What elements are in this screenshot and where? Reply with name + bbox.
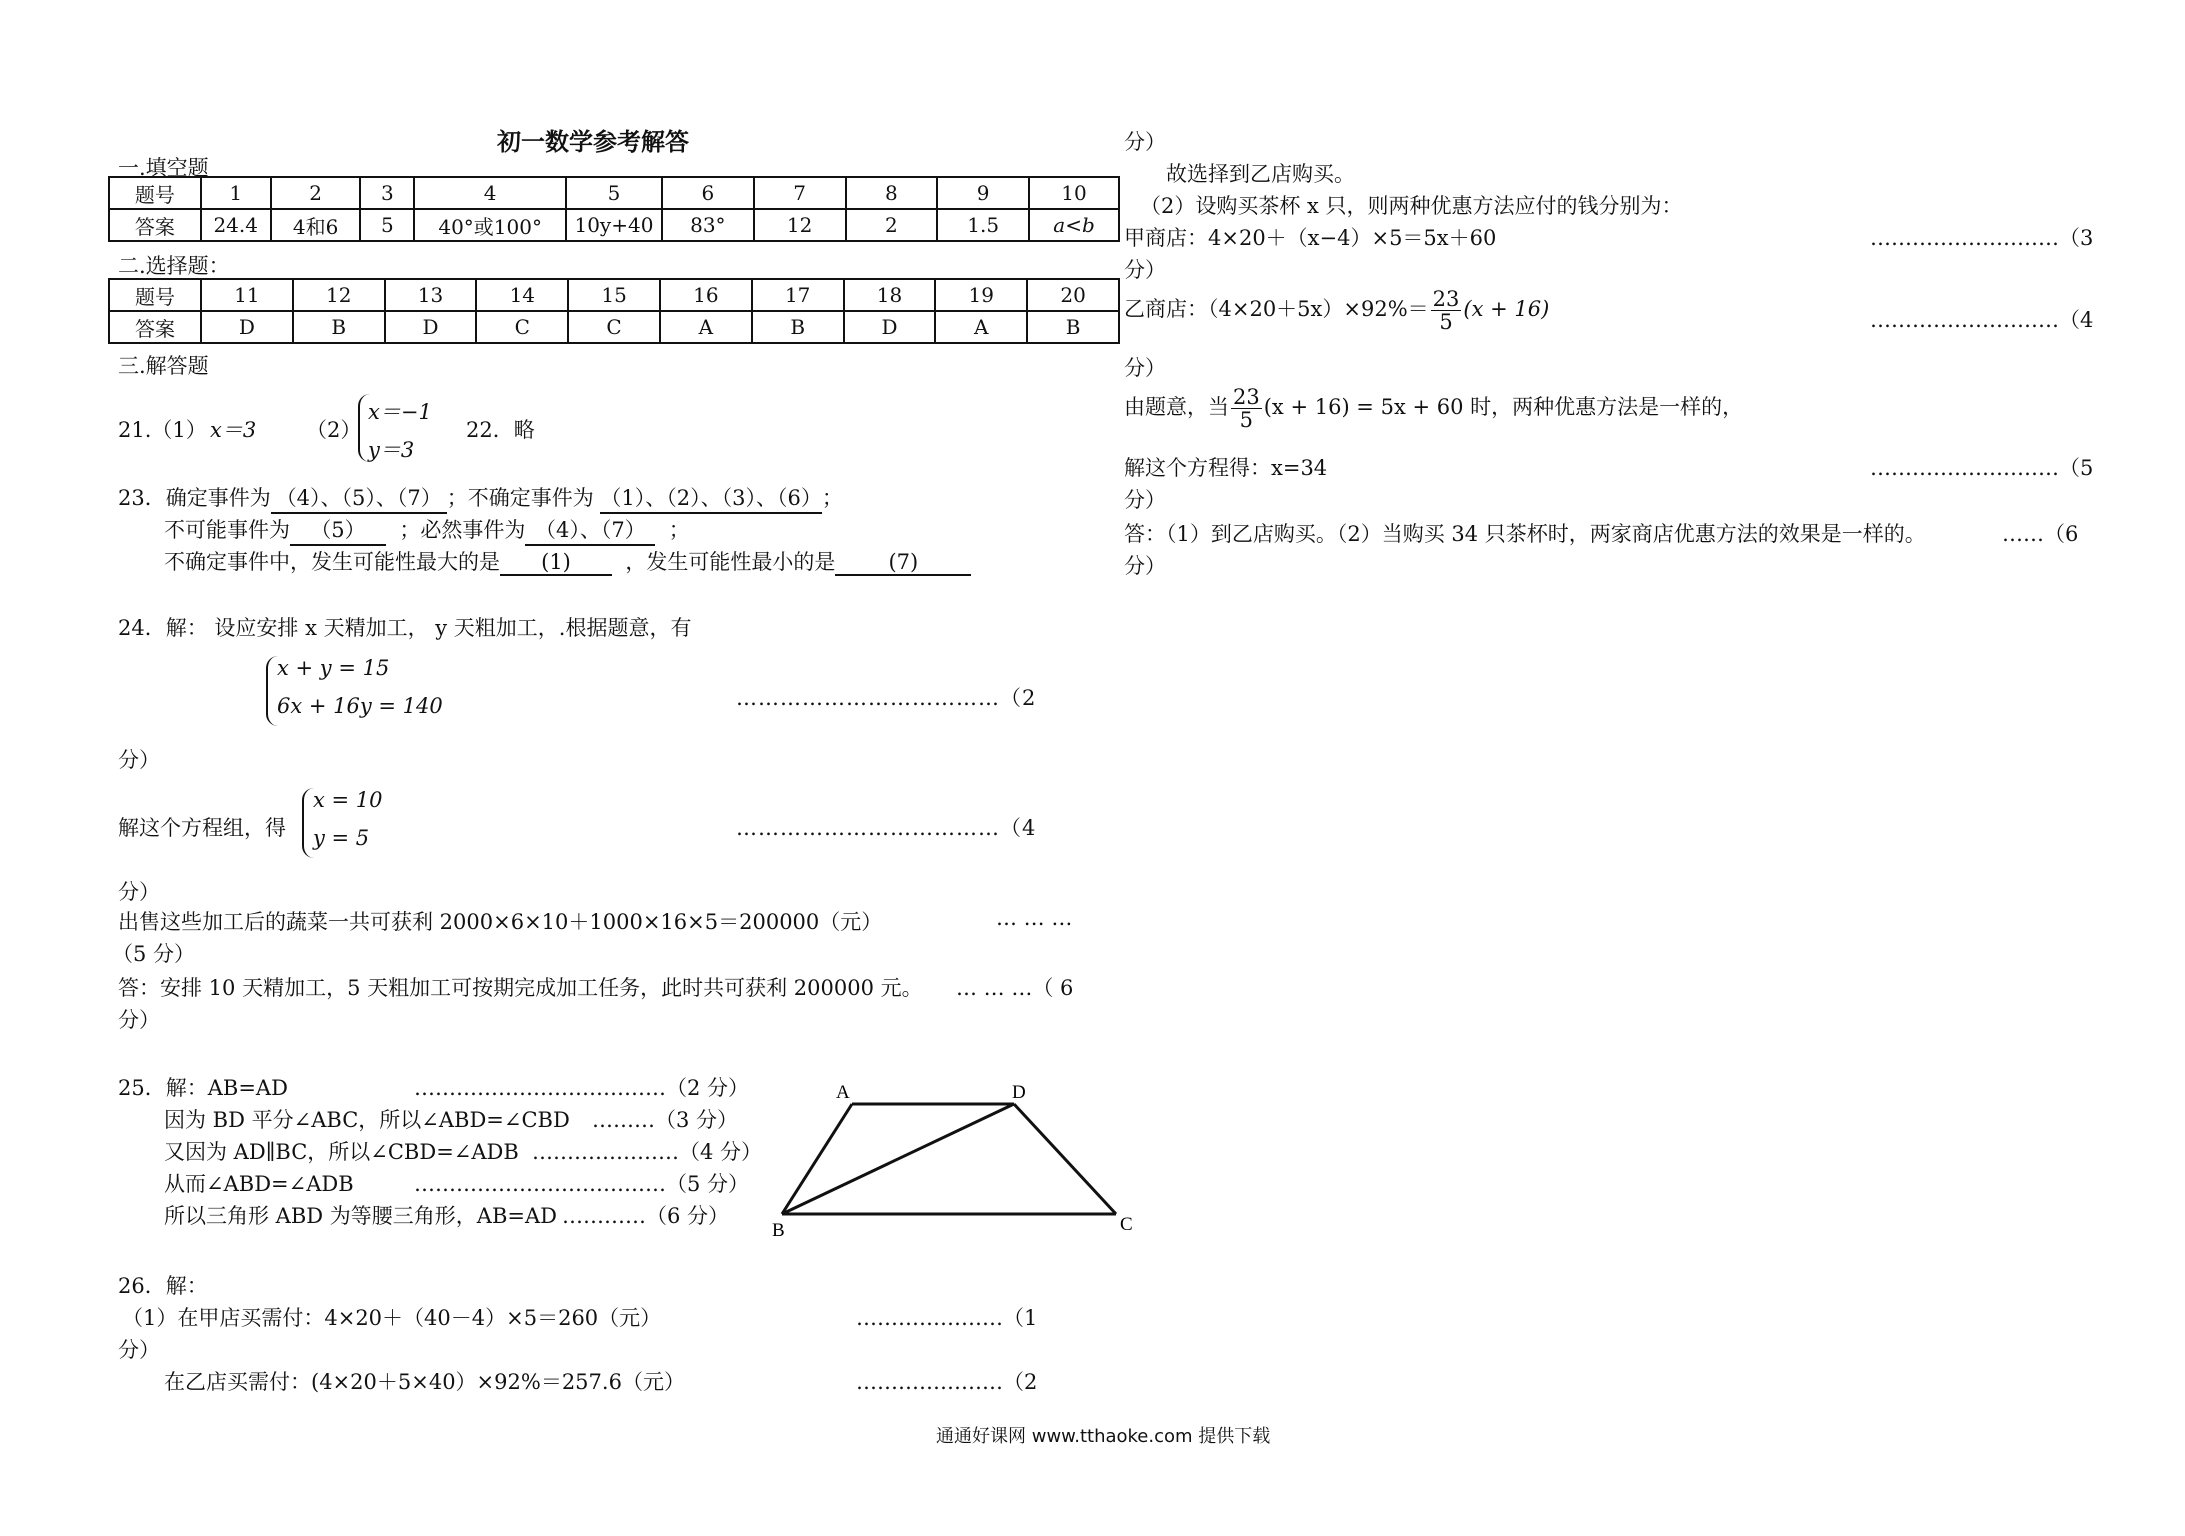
q25-line-1: 25．解：AB=AD [118, 1076, 288, 1100]
q21-eq-1: x＝−1 [368, 400, 432, 424]
q25-score-5: …………（6 分） [562, 1204, 730, 1228]
fraction-denominator: 5 [1239, 408, 1254, 433]
table-cell: 11 [201, 279, 293, 311]
table-cell: 16 [660, 279, 752, 311]
table-cell: 2 [846, 209, 938, 241]
fill-blank-table [108, 176, 1120, 242]
table-cell: D [385, 311, 477, 343]
table-cell: 13 [385, 279, 477, 311]
table-cell: 题号 [109, 177, 201, 209]
table-cell: 12 [293, 279, 385, 311]
vertex-label-b: B [772, 1220, 785, 1240]
table-cell: C [568, 311, 660, 343]
table-row [109, 311, 1119, 343]
q26-score-2: …………………（2 [856, 1370, 1038, 1394]
vertex-label-d: D [1012, 1082, 1026, 1103]
table-cell: D [201, 311, 293, 343]
q21-eq-2: y＝3 [368, 438, 415, 462]
q24-sol-1: x = 10 [313, 788, 383, 812]
q26-score-1-unit: 分） [118, 1338, 160, 1362]
q22-answer: 22．略 [466, 418, 535, 442]
table-cell: 答案 [109, 311, 201, 343]
table-cell: 12 [754, 209, 846, 241]
q23-line-2 [164, 514, 690, 546]
q23-blank: （1）、（2）、（3）、（6） [600, 482, 821, 514]
q23-blank: (1) [500, 550, 612, 576]
table-cell: 40°或100° [414, 209, 566, 241]
q23-text: 23．确定事件为 [118, 486, 271, 510]
section-choice: 二.选择题： [118, 254, 230, 278]
q23-blank: （5） [290, 514, 386, 546]
q26-line-2: 在乙店买需付：(4×20＋5×40）×92%＝257.6（元） [164, 1370, 685, 1394]
q23-text: ； [668, 518, 690, 542]
vertex-label-c: C [1120, 1214, 1133, 1235]
trapezoid-lines [782, 1104, 1116, 1214]
table-cell: 1 [201, 177, 271, 209]
q24-solve-label: 解这个方程组，得 [118, 816, 286, 840]
right-score-4: ………………………（4 [1870, 308, 2094, 332]
table-cell: 1.5 [937, 209, 1029, 241]
q24-score-2: ………………………………（4 [736, 816, 1037, 840]
q26-head: 26．解： [118, 1274, 208, 1298]
q23-text: ； [821, 486, 843, 510]
q23-text: 不可能事件为 [164, 518, 290, 542]
table-cell: 7 [754, 177, 846, 209]
q24-eq-1: x + y = 15 [277, 656, 390, 680]
right-fen-3: 分） [1124, 258, 1166, 282]
trapezoid-figure [770, 1080, 1140, 1240]
q23-blank: （4）、（7） [525, 514, 655, 546]
section-solve: 三.解答题 [118, 354, 209, 378]
q24-score-3: … … … [996, 906, 1073, 930]
q25-line-3: 又因为 AD∥BC，所以∠CBD=∠ADB [164, 1140, 519, 1164]
table-cell: A [935, 311, 1027, 343]
q21-label: 21.（1） [118, 418, 207, 442]
fraction-numerator: 23 [1432, 287, 1460, 311]
q25-line-2: 因为 BD 平分∠ABC，所以∠ABD=∠CBD [164, 1108, 570, 1132]
table-cell: 83° [662, 209, 754, 241]
q23-text: 不确定事件中，发生可能性最大的是 [164, 550, 500, 574]
table-cell: 9 [937, 177, 1029, 209]
table-cell: 15 [568, 279, 660, 311]
table-cell: 8 [846, 177, 938, 209]
q24-score-1-unit: 分） [118, 748, 160, 772]
right-line-1: 故选择到乙店购买。 [1166, 162, 1355, 186]
q23-text: ，发生可能性最小的是 [625, 550, 836, 574]
q24-score-3-unit: （5 分） [112, 942, 196, 966]
shop-b-expr: (x + 16) [1463, 297, 1550, 322]
table-cell: B [1027, 311, 1119, 343]
q24-score-1: ………………………………（2 [736, 686, 1037, 710]
section-fill-blank: 一.填空题 [118, 156, 209, 180]
table-cell: 6 [662, 177, 754, 209]
q23-blank: (7) [835, 550, 971, 576]
footer-source: 通通好课网 www.tthaoke.com 提供下载 [936, 1426, 1271, 1447]
right-fen-0: 分） [1124, 130, 1166, 154]
q24-profit: 出售这些加工后的蔬菜一共可获利 2000×6×10＋1000×16×5＝200000（元） [118, 910, 883, 934]
q25-line-4: 从而∠ABD=∠ADB [164, 1172, 354, 1196]
q24-sol-2: y = 5 [313, 826, 370, 850]
table-cell: 24.4 [201, 209, 271, 241]
fraction-denominator: 5 [1439, 310, 1453, 335]
q26-line-1: （1）在甲店买需付：4×20＋（40－4）×5＝260（元） [122, 1306, 662, 1330]
table-cell: a<b [1029, 209, 1119, 241]
q23-text: ；必然事件为 [399, 518, 526, 542]
table-cell: 10y+40 [566, 209, 662, 241]
right-score-7: ……（6 [2002, 522, 2079, 546]
right-line-5 [1124, 386, 1743, 431]
table-header-row [109, 279, 1119, 311]
right-fen-4: 分） [1124, 356, 1166, 380]
q21-answer-1: x＝3 [210, 418, 257, 442]
q24-eq-2: 6x + 16y = 140 [277, 694, 443, 718]
condition-text: 由题意，当 [1124, 395, 1229, 420]
right-line-2: （2）设购买茶杯 x 只，则两种优惠方法应付的钱分别为： [1140, 194, 1683, 218]
q25-score-4: ………………………………（5 分） [414, 1172, 750, 1196]
choice-table [108, 278, 1120, 344]
right-fen-7: 分） [1124, 554, 1166, 578]
shop-b-text: 乙商店：（4×20＋5x）×92%＝ [1124, 297, 1429, 322]
table-cell: 题号 [109, 279, 201, 311]
fraction [1231, 386, 1262, 431]
table-cell: 5 [566, 177, 662, 209]
q24-score-4: … … …（ 6 [956, 976, 1074, 1000]
page-title: 初一数学参考解答 [497, 127, 689, 156]
vertex-label-a: A [836, 1082, 850, 1103]
table-cell: 4 [414, 177, 566, 209]
table-cell: B [293, 311, 385, 343]
table-cell: 3 [360, 177, 414, 209]
table-cell: 20 [1027, 279, 1119, 311]
q24-answer: 答：安排 10 天精加工，5 天粗加工可按期完成加工任务，此时共可获利 200000 元。 [118, 976, 923, 1000]
q25-score-2: ………（3 分） [592, 1108, 739, 1132]
table-row [109, 209, 1119, 241]
right-score-3: ………………………（3 [1870, 226, 2094, 250]
q24-score-4-unit: 分） [118, 1008, 160, 1032]
table-cell: 14 [476, 279, 568, 311]
table-cell: 18 [844, 279, 936, 311]
fraction-numerator: 23 [1233, 385, 1260, 409]
table-cell: A [660, 311, 752, 343]
right-line-4 [1124, 288, 1549, 333]
table-cell: 答案 [109, 209, 201, 241]
q25-line-5: 所以三角形 ABD 为等腰三角形，AB=AD [164, 1204, 557, 1228]
table-cell: C [476, 311, 568, 343]
q23-text: ；不确定事件为 [446, 486, 594, 510]
right-fen-6: 分） [1124, 488, 1166, 512]
table-cell: 19 [935, 279, 1027, 311]
table-cell: B [752, 311, 844, 343]
table-cell: 2 [271, 177, 361, 209]
right-line-3: 甲商店：4×20＋（x−4）×5＝5x＋60 [1124, 226, 1497, 250]
table-header-row [109, 177, 1119, 209]
q25-score-1: ………………………………（2 分） [414, 1076, 750, 1100]
table-cell: D [844, 311, 936, 343]
q25-score-3: …………………（4 分） [532, 1140, 763, 1164]
condition-expr: (x + 16) = 5x + 60 时，两种优惠方法是一样的， [1263, 395, 1744, 420]
right-score-6: ………………………（5 [1870, 456, 2094, 480]
q24-intro: 24．解： 设应安排 x 天精加工， y 天粗加工，.根据题意，有 [118, 616, 692, 640]
fraction [1431, 288, 1462, 333]
right-line-6: 解这个方程得：x=34 [1124, 456, 1328, 480]
table-cell: 5 [360, 209, 414, 241]
q23-line-1 [118, 482, 843, 514]
table-cell: 17 [752, 279, 844, 311]
table-cell: 4和6 [271, 209, 361, 241]
q23-line-3 [164, 546, 971, 576]
q24-score-2-unit: 分） [118, 880, 160, 904]
q23-blank: （4）、（5）、（7） [271, 482, 447, 514]
q26-score-1: …………………（1 [856, 1306, 1038, 1330]
table-cell: 10 [1029, 177, 1119, 209]
q21-label-2: （2） [306, 418, 362, 442]
right-line-7: 答：（1）到乙店购买。（2）当购买 34 只茶杯时，两家商店优惠方法的效果是一样的。 [1124, 522, 1926, 546]
